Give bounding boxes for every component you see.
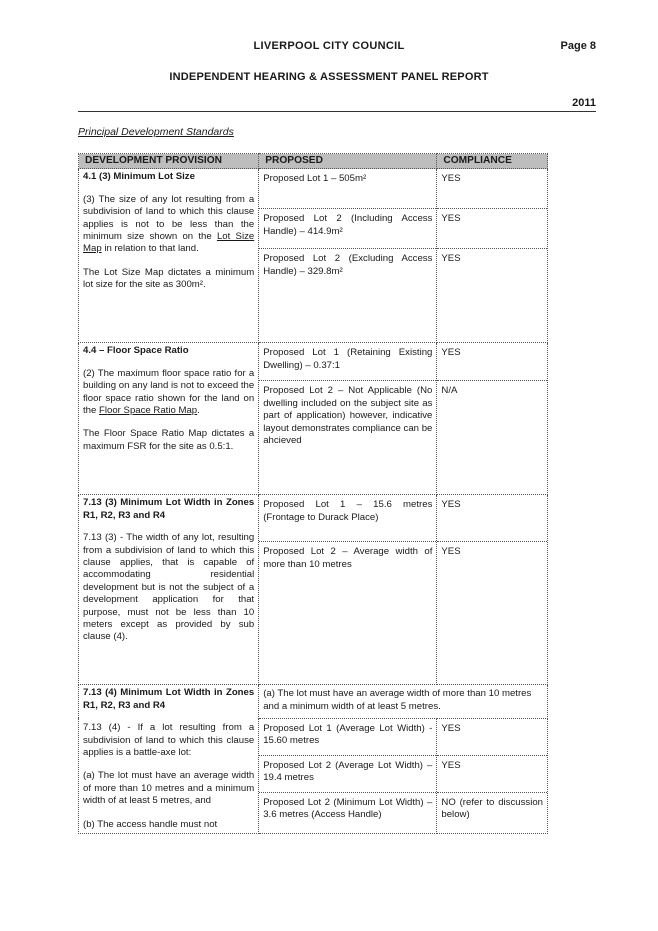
compliance-item: N/A <box>441 385 458 397</box>
compliance-item: YES <box>437 169 547 209</box>
header-council: LIVERPOOL CITY COUNCIL <box>253 40 405 52</box>
proposed-item: Proposed Lot 2 (Average Lot Width) – 19.4 metres <box>259 756 436 793</box>
provision-title: 7.13 (3) Minimum Lot Width in Zones R1, R2, R3 and R4 <box>83 497 255 521</box>
proposed-item: Proposed Lot 1 (Retaining Existing Dwelling) – 0.37:1 <box>259 343 436 381</box>
header-page-number: Page 8 <box>560 40 596 52</box>
proposed-item: Proposed Lot 1 – 505m² <box>259 169 436 209</box>
header-rule <box>78 111 596 112</box>
table-row <box>79 685 548 718</box>
proposed-item: Proposed Lot 1 (Average Lot Width) - 15.60 metres <box>259 719 436 756</box>
proposed-cell <box>259 169 437 343</box>
standards-table <box>78 153 548 834</box>
column-header: DEVELOPMENT PROVISION <box>79 154 259 169</box>
proposed-item: Proposed Lot 2 – Average width of more than 10 metres <box>263 546 433 570</box>
provision-cell <box>79 343 259 495</box>
table-row <box>79 169 548 343</box>
compliance-item: YES <box>441 546 461 558</box>
compliance-item: YES <box>441 253 461 265</box>
compliance-item: YES <box>437 495 547 542</box>
provision-text: The Lot Size Map dictates a minimum lot size for the site as 300m². <box>83 266 255 291</box>
proposed-item: Proposed Lot 1 – 15.6 metres (Frontage to Durack Place) <box>259 495 436 542</box>
column-header: COMPLIANCE <box>437 154 548 169</box>
compliance-item: YES <box>437 209 547 249</box>
provision-cell <box>79 169 259 343</box>
proposed-cell <box>259 495 437 685</box>
proposed-item: Proposed Lot 2 – Not Applicable (No dwelling included on the subject site as part of application) however, indicative layout demonstrates compliance can be ahcieved <box>263 385 433 447</box>
provision-text: (3) The size of any lot resulting from a subdivision of land to which this clause applies is not to be less than the minimum size shown on the Lot Size Map in relation to that land. <box>83 193 255 255</box>
compliance-cell <box>437 495 548 685</box>
table-header-row <box>79 154 548 169</box>
compliance-cell <box>437 343 548 495</box>
table-row <box>79 495 548 685</box>
proposed-cell <box>259 718 437 833</box>
header-report-title: INDEPENDENT HEARING & ASSESSMENT PANEL REPORT <box>169 71 489 83</box>
provision-text: (b) The access handle must not <box>83 818 218 830</box>
header-year: 2011 <box>572 97 596 109</box>
compliance-item: YES <box>437 343 547 381</box>
provision-title: 7.13 (4) Minimum Lot Width in Zones R1, R2, R3 and R4 <box>83 687 255 711</box>
proposed-item: Proposed Lot 2 (Minimum Lot Width) – 3.6 metres (Access Handle) <box>263 796 433 821</box>
compliance-cell <box>437 718 548 833</box>
provision-title: 4.1 (3) Minimum Lot Size <box>83 171 195 183</box>
column-header: PROPOSED <box>259 154 437 169</box>
proposed-item: Proposed Lot 2 (Excluding Access Handle) – 329.8m² <box>263 253 433 277</box>
provision-text: 7.13 (3) - The width of any lot, resulting from a subdivision of land to which this clause applies, that is capable of accommodating residential development but is not the subject of a development application for that purpose, must not be less than 10 meters except as provided by sub clause (4). <box>83 532 255 643</box>
compliance-item: YES <box>437 756 547 793</box>
provision-text: (a) The lot must have an average width of more than 10 metres and a minimum width of at least 5 metres, and <box>83 770 255 807</box>
provision-text: The Floor Space Ratio Map dictates a maximum FSR for the site as 0.5:1. <box>83 428 255 452</box>
compliance-item: YES <box>437 719 547 756</box>
table-row <box>79 343 548 495</box>
section-title: Principal Development Standards <box>78 126 234 138</box>
merged-note-cell: (a) The lot must have an average width of more than 10 metres and a minimum width of at least 5 metres. <box>259 685 548 718</box>
provision-cell <box>79 685 259 834</box>
provision-cell <box>79 495 259 685</box>
provision-text: (2) The maximum floor space ratio for a building on any land is not to exceed the floor space ratio shown for the land on the Floor Space Ratio Map. <box>83 367 255 417</box>
provision-text: 7.13 (4) - If a lot resulting from a subdivision of land to which this clause applies is a battle-axe lot: <box>83 722 255 759</box>
lot-size-map-link[interactable]: Lot Size Map <box>83 231 255 255</box>
compliance-item: NO (refer to discussion below) <box>441 796 543 821</box>
provision-title: 4.4 – Floor Space Ratio <box>83 345 189 357</box>
floor-space-ratio-map-link[interactable]: Floor Space Ratio Map <box>99 405 198 417</box>
proposed-item: Proposed Lot 2 (Including Access Handle) – 414.9m² <box>259 209 436 249</box>
proposed-cell <box>259 343 437 495</box>
compliance-cell <box>437 169 548 343</box>
